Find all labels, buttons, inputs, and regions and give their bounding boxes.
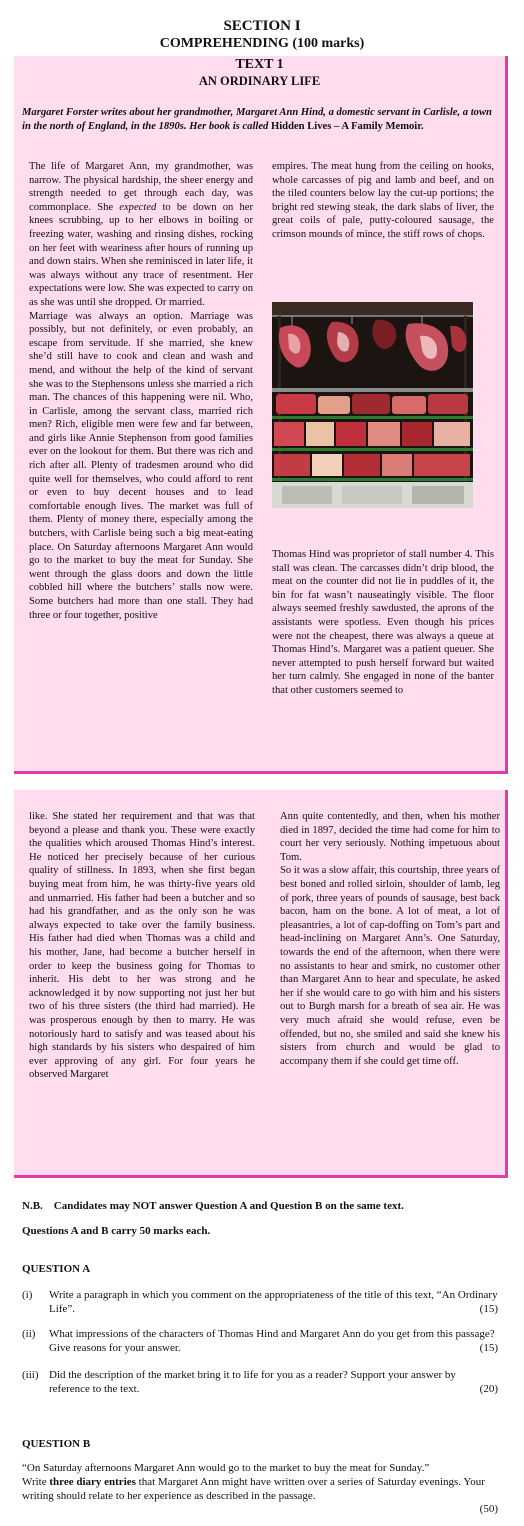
question-text: What impressions of the characters of Thomas Hind and Margaret Ann do you get from this passage? Give reasons for your answer. bbox=[49, 1328, 495, 1354]
paragraph-6: Ann quite contentedly, and then, when his mother died in 1897, decided the time had come for him to court her very seriously. Nothing impetuous about Tom. bbox=[280, 811, 500, 863]
paragraph-5: like. She stated her requirement and that was that beyond a please and thank you. These were exactly the qualities which aroused Thomas Hind’s interest. He noticed her precisely because of her curious quality of stillness. In 1893, when she first began buying meat from him, he was thirty-five years old and unmarried. His father had been a butcher and so had his grandfather, and as the only son he was always expected to take over the family business. His father had died when Thomas was a child and his mother, Jane, had become a butcher herself in order to keep the business going for Thomas to inherit. His debt to her was strong and he acknowledged it by now supporting not just her but two of his three sisters (the third had married). He was prosperous enough by then to marry. He was notoriously hard to satisfy and was teased about his high standards by his sisters who despaired of him ever approving of any girl. For four years he observed Margaret bbox=[29, 811, 255, 1081]
column-3 bbox=[272, 548, 494, 698]
question-b-quote: “On Saturday afternoons Margaret Ann would go to the market to buy the meat for Sunday.” bbox=[22, 1462, 430, 1474]
paragraph-2: Marriage was always an option. Marriage was possibly, but not definitely, or even probably, an escape from servitude. If she married, she knew she’d still have to cook and clean and wash and mend, and without the help of the kind of servant she was to the Stephensons unless she married a rich man. The chances of this happening were nil. Who, in Carlisle, among the servant class, married rich men? Rich, eligible men were few and far between, and girls like Annie Stephenson from good families ever on the lookout for them. But there was rich and rich after all. Plenty of tradesmen around who did quite well for themselves, who could afford to rent or even to buy decent houses and to lead comfortable enough lives. The market was full of them. Plenty of money there, especially among the butchers, with Carlisle being such a big meat-eating place. On Saturday afternoons Margaret Ann would go to the market to buy the meat for Sunday. She went through the glass doors and down the little cobbled hill where the butchers’ stalls now were. Some butchers had more than one stall. They had three or four together, positive bbox=[29, 310, 253, 621]
question-number: (ii) bbox=[22, 1328, 36, 1340]
notes-block bbox=[22, 1199, 502, 1249]
question-text: Write a paragraph in which you comment on the appropriateness of the title of this text, “An Ordinary Life”. bbox=[49, 1289, 498, 1315]
question-b-marks: (50) bbox=[479, 1503, 498, 1516]
text-page-1 bbox=[14, 56, 508, 774]
question-b-instruction bbox=[22, 1476, 498, 1504]
nb-note: N.B. Candidates may NOT answer Question A and Question B on the same text. bbox=[22, 1200, 404, 1212]
paragraph-1 bbox=[29, 160, 253, 310]
intro-paragraph bbox=[22, 106, 500, 133]
question-b-body bbox=[22, 1462, 498, 1517]
instruction-bold: three diary entries bbox=[49, 1475, 136, 1488]
question-marks: (15) bbox=[479, 1341, 498, 1354]
intro-book-title: Hidden Lives – A Family Memoir. bbox=[271, 120, 424, 132]
paragraph-text: The life of Margaret Ann, my grandmother, was narrow. The physical hardship, the sheer energy and strength needed to get through each day, was commonplace. She bbox=[29, 161, 253, 213]
meat-display-image bbox=[272, 302, 473, 508]
emphasis-text: expected bbox=[119, 201, 157, 213]
text-label: TEXT 1 bbox=[235, 57, 284, 72]
question-b-heading: QUESTION B bbox=[22, 1438, 91, 1450]
text-title-block bbox=[14, 57, 505, 89]
column-1 bbox=[29, 160, 253, 622]
text-title: AN ORDINARY LIFE bbox=[198, 74, 321, 88]
instruction-text: Write bbox=[22, 1475, 50, 1488]
column-2 bbox=[272, 160, 494, 242]
paragraph-4: Thomas Hind was proprietor of stall number 4. This stall was clean. The carcasses didn’t drip blood, the meat on the counter did not lie in puddles of it, the bin for fat wasn’t nauseatingly visible. The floor always seemed freshly sawdusted, the aprons of the assistants were spotless. Even though his prices were not the cheapest, there was always a queue at Thomas Hind’s. Margaret was a patient queuer. She never attempted to push herself forward but waited her turn calmly. She engaged in none of the banter that other customers seemed to bbox=[272, 549, 494, 696]
column-5 bbox=[280, 810, 500, 1068]
instruction-text: that Margaret Ann might have written over a series of Saturday evenings. Your writing should relate to her experience as described in the passage. bbox=[22, 1475, 485, 1502]
paragraph-text: to be down on her knees scrubbing, up to her elbows in boiling or freezing water, washing and rinsing dishes, rocking on her feet with weariness after hours of running up and down stairs. When she reminisced in later life, it was always without any trace of resentment. Her expectations were low. She was expected to carry on as she was until she dropped. Or married. bbox=[29, 201, 253, 308]
question-a-item-3 bbox=[22, 1369, 498, 1397]
paragraph-7: So it was a slow affair, this courtship, three years of best boned and rolled sirloin, shoulder of lamb, leg of pork, three years of pounds of sausage, best back bacon, ham on the bone. A lot of meat, a lot of pleasantries, a lot of cap-doffing on Tom’s part and head-inclining on Margaret Ann’s. One Saturday, towards the end of the afternoon, when there were no assistants to hear and smirk, no customer other than Margaret Ann to hear and speculate, he asked her if she would care to go with him and his sisters out to Burgh marsh for a breath of sea air. He was very much afraid she would refuse, even be offended, but no, she smiled and said she knew his sisters from church and would be glad to accompany them if she could get time off. bbox=[280, 865, 500, 1067]
question-number: (i) bbox=[22, 1289, 33, 1301]
intro-text: Margaret Forster writes about her grandmother, Margaret Ann Hind, a domestic servant in Carlisle, a town in the north of England, in the 1890s. Her book is called bbox=[22, 107, 492, 132]
column-4 bbox=[29, 810, 255, 1082]
question-a-heading: QUESTION A bbox=[22, 1263, 91, 1275]
butcher-stall-photo bbox=[272, 302, 473, 508]
section-label: SECTION I bbox=[223, 18, 301, 34]
marks-note: Questions A and B carry 50 marks each. bbox=[22, 1225, 211, 1237]
section-header bbox=[0, 18, 524, 52]
question-marks: (20) bbox=[479, 1382, 498, 1395]
text-page-2 bbox=[14, 790, 508, 1178]
section-subtitle: COMPREHENDING (100 marks) bbox=[159, 36, 365, 51]
question-a-item-2 bbox=[22, 1328, 498, 1356]
question-number: (iii) bbox=[22, 1369, 39, 1381]
paragraph-3: empires. The meat hung from the ceiling on hooks, whole carcasses of pig and lamb and beef, and on the tiled counters below lay the cut-up portions; the bright red stewing steak, the dark slabs of liver, the great coils of pale, putty-coloured sausage, the crimson mounds of mince, the stiff rows of chops. bbox=[272, 161, 494, 240]
question-marks: (15) bbox=[479, 1302, 498, 1315]
question-text: Did the description of the market bring it to life for you as a reader? Support your answer by reference to the text. bbox=[49, 1369, 456, 1395]
question-a-item-1 bbox=[22, 1289, 498, 1317]
